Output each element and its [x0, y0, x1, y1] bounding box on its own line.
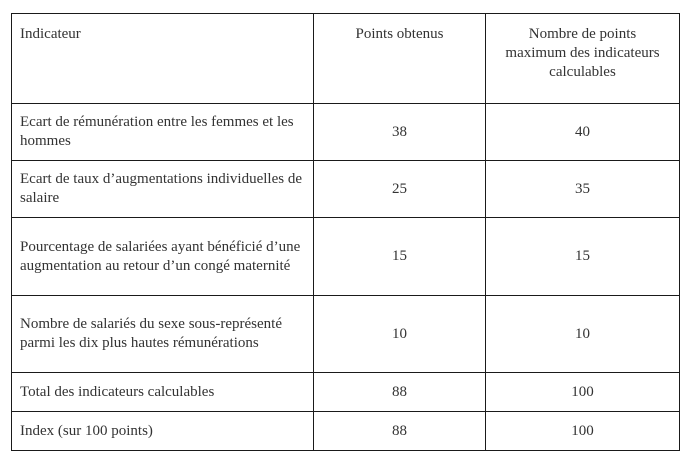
row-label: Ecart de rémunération entre les femmes et les hommes — [12, 104, 314, 161]
total-row — [12, 373, 680, 412]
row-max: 100 — [486, 373, 680, 412]
row-points: 25 — [314, 161, 486, 218]
row-label: Total des indicateurs calculables — [12, 373, 314, 412]
row-points: 15 — [314, 218, 486, 296]
row-max: 40 — [486, 104, 680, 161]
row-label: Index (sur 100 points) — [12, 412, 314, 451]
row-points: 88 — [314, 412, 486, 451]
row-label: Pourcentage de salariées ayant bénéficié d’une augmentation au retour d’un congé maternité — [12, 218, 314, 296]
table-row — [12, 104, 680, 161]
header-max-points: Nombre de points maximum des indicateurs calculables — [486, 14, 680, 104]
row-points: 38 — [314, 104, 486, 161]
table-row — [12, 218, 680, 296]
gender-equality-index-table — [11, 13, 680, 451]
header-row — [12, 14, 680, 104]
row-max: 15 — [486, 218, 680, 296]
index-row — [12, 412, 680, 451]
header-indicator: Indicateur — [12, 14, 314, 104]
row-points: 88 — [314, 373, 486, 412]
row-label: Ecart de taux d’augmentations individuelles de salaire — [12, 161, 314, 218]
row-max: 100 — [486, 412, 680, 451]
row-max: 10 — [486, 296, 680, 373]
table-row — [12, 161, 680, 218]
row-label: Nombre de salariés du sexe sous-représenté parmi les dix plus hautes rémunérations — [12, 296, 314, 373]
row-points: 10 — [314, 296, 486, 373]
table-row — [12, 296, 680, 373]
row-max: 35 — [486, 161, 680, 218]
header-points: Points obtenus — [314, 14, 486, 104]
